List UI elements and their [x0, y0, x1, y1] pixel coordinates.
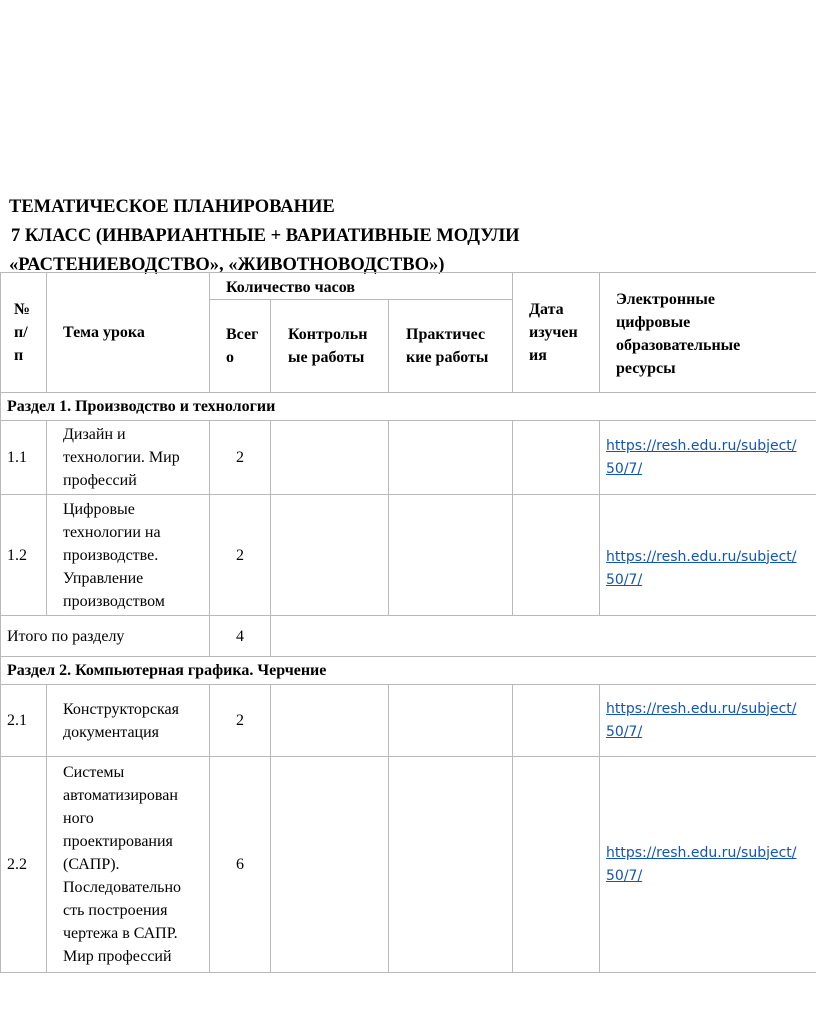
header-hours-group: Количество часов [210, 273, 513, 300]
header-resources: Электронные цифровые образовательные ресурсы [600, 273, 816, 393]
section-row [1, 657, 816, 685]
summary-empty [271, 616, 816, 657]
row-study-date [513, 757, 600, 973]
summary-label: Итого по разделу [1, 616, 210, 657]
row-control-works [271, 495, 389, 616]
row-resource [600, 685, 816, 757]
row-topic: Цифровые технологии на производстве. Управление производством [47, 495, 210, 616]
table-row [1, 685, 816, 757]
row-topic: Системы автоматизирован ного проектирования (САПР). Последовательно сть построения чертежа в САПР. Мир профессий [47, 757, 210, 973]
summary-value: 4 [210, 616, 271, 657]
row-control-works [271, 685, 389, 757]
resource-link[interactable]: https://resh.edu.ru/subject/ 50/7/ [606, 844, 797, 884]
heading-line-3: «РАСТЕНИЕВОДСТВО», «ЖИВОТНОВОДСТВО») [9, 255, 445, 275]
row-number: 1.1 [1, 421, 47, 495]
row-study-date [513, 421, 600, 495]
row-resource [600, 757, 816, 973]
row-practical-works [389, 495, 513, 616]
row-resource [600, 421, 816, 495]
resource-link[interactable]: https://resh.edu.ru/subject/ 50/7/ [606, 700, 797, 740]
heading-line-2: 7 КЛАСС (ИНВАРИАНТНЫЕ + ВАРИАТИВНЫЕ МОДУЛИ [11, 226, 520, 246]
header-practical: Практичес кие работы [389, 300, 513, 393]
header-row-1 [1, 273, 816, 300]
thematic-plan-table [0, 272, 816, 973]
table-row [1, 421, 816, 495]
summary-row [1, 616, 816, 657]
section-row [1, 393, 816, 421]
table-row [1, 757, 816, 973]
header-total: Всег о [210, 300, 271, 393]
row-topic: Конструкторская документация [47, 685, 210, 757]
row-resource [600, 495, 816, 616]
row-control-works [271, 421, 389, 495]
row-number: 2.2 [1, 757, 47, 973]
row-total-hours: 6 [210, 757, 271, 973]
heading-line-1: ТЕМАТИЧЕСКОЕ ПЛАНИРОВАНИЕ [9, 197, 335, 217]
row-study-date [513, 685, 600, 757]
header-topic: Тема урока [47, 273, 210, 393]
row-practical-works [389, 685, 513, 757]
row-study-date [513, 495, 600, 616]
section-title: Раздел 2. Компьютерная графика. Черчение [1, 657, 816, 685]
row-total-hours: 2 [210, 685, 271, 757]
document-heading [9, 193, 809, 280]
row-topic: Дизайн и технологии. Мир профессий [47, 421, 210, 495]
row-control-works [271, 757, 389, 973]
header-date: Дата изучен ия [513, 273, 600, 393]
header-control: Контрольн ые работы [271, 300, 389, 393]
row-practical-works [389, 421, 513, 495]
row-total-hours: 2 [210, 495, 271, 616]
row-total-hours: 2 [210, 421, 271, 495]
resource-link[interactable]: https://resh.edu.ru/subject/ 50/7/ [606, 437, 797, 477]
table-row [1, 495, 816, 616]
row-number: 2.1 [1, 685, 47, 757]
section-title: Раздел 1. Производство и технологии [1, 393, 816, 421]
header-num: № п/ п [1, 273, 47, 393]
row-number: 1.2 [1, 495, 47, 616]
row-practical-works [389, 757, 513, 973]
resource-link[interactable]: https://resh.edu.ru/subject/ 50/7/ [606, 548, 797, 588]
